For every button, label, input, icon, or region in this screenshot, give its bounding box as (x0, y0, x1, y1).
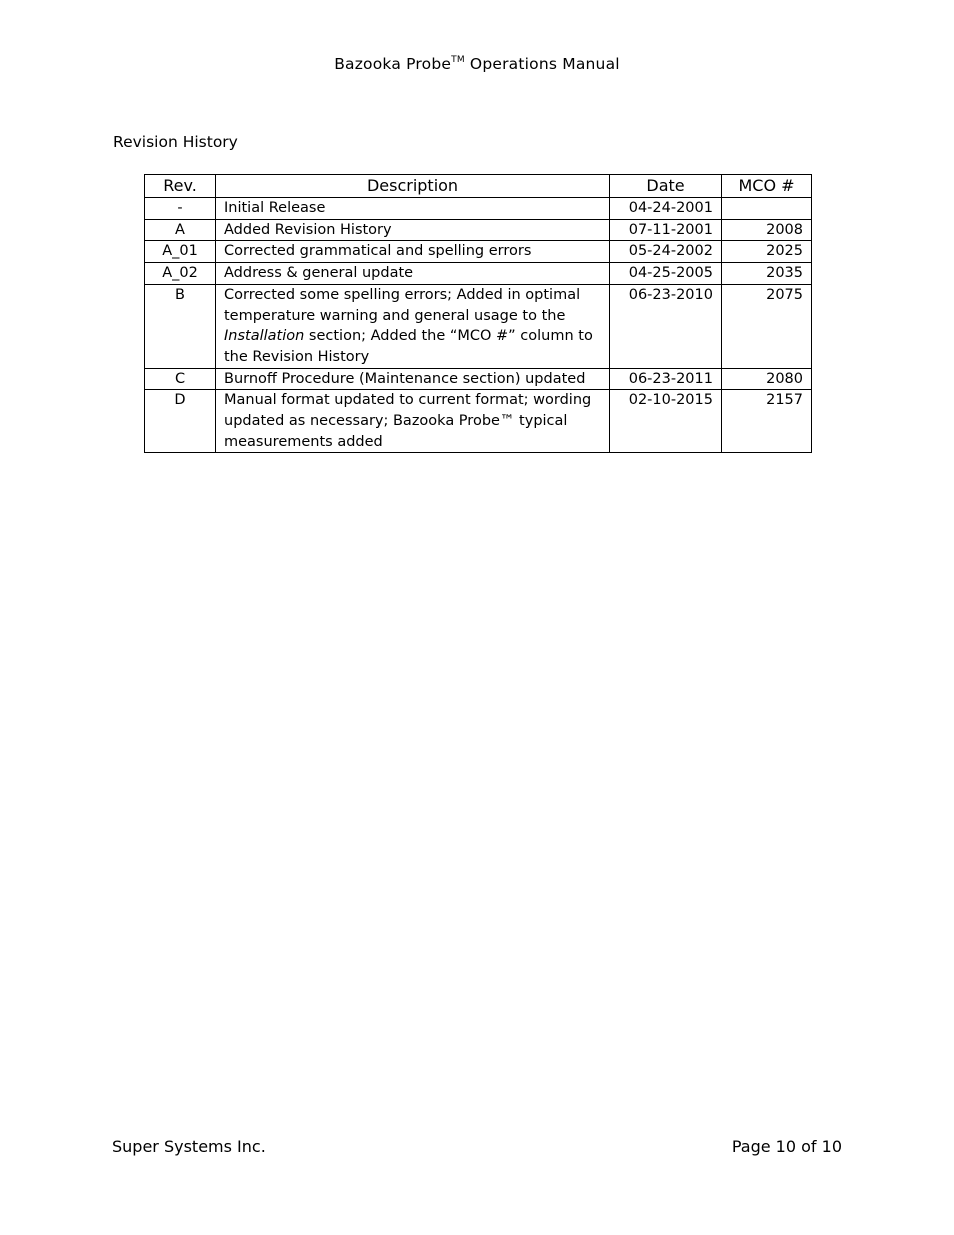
page-header (0, 55, 954, 73)
header-description: Description (216, 175, 610, 198)
rev-cell: C (145, 368, 216, 390)
table-row (145, 390, 812, 453)
description-cell: Added Revision History (216, 219, 610, 241)
rev-cell: A_01 (145, 241, 216, 263)
rev-cell: - (145, 198, 216, 220)
section-title: Revision History (113, 133, 238, 151)
mco-cell: 2157 (722, 390, 812, 453)
revision-history-table (144, 174, 812, 453)
header-mco: MCO # (722, 175, 812, 198)
mco-cell: 2008 (722, 219, 812, 241)
mco-cell: 2075 (722, 284, 812, 368)
header-date: Date (610, 175, 722, 198)
description-cell (216, 284, 610, 368)
date-cell: 05-24-2002 (610, 241, 722, 263)
footer-company: Super Systems Inc. (112, 1137, 266, 1156)
rev-cell: D (145, 390, 216, 453)
description-cell: Burnoff Procedure (Maintenance section) updated (216, 368, 610, 390)
description-cell: Initial Release (216, 198, 610, 220)
table-row (145, 241, 812, 263)
table-row (145, 368, 812, 390)
header-rev: Rev. (145, 175, 216, 198)
description-text-part-a: Corrected some spelling errors; Added in optimal temperature warning and general usage to the (224, 286, 581, 324)
description-text-part-b: section; Added the “MCO #” column to the Revision History (224, 328, 593, 365)
table-row (145, 198, 812, 220)
date-cell: 06-23-2010 (610, 284, 722, 368)
header-title-rest: Operations Manual (464, 55, 620, 73)
table-row (145, 219, 812, 241)
date-cell: 04-25-2005 (610, 263, 722, 285)
table-row (145, 263, 812, 285)
table-header-row (145, 175, 812, 198)
rev-cell: A (145, 219, 216, 241)
date-cell: 04-24-2001 (610, 198, 722, 220)
date-cell: 02-10-2015 (610, 390, 722, 453)
mco-cell: 2080 (722, 368, 812, 390)
footer-page-number: Page 10 of 10 (731, 1137, 842, 1156)
mco-cell: 2025 (722, 241, 812, 263)
description-italic-text: Installation (224, 328, 305, 345)
date-cell: 07-11-2001 (610, 219, 722, 241)
header-title-main: Bazooka Probe (334, 55, 452, 73)
description-cell: Corrected grammatical and spelling errors (216, 241, 610, 263)
trademark-mark: TM (451, 54, 465, 65)
mco-cell (722, 198, 812, 220)
description-cell: Address & general update (216, 263, 610, 285)
table-row (145, 284, 812, 368)
rev-cell: A_02 (145, 263, 216, 285)
mco-cell: 2035 (722, 263, 812, 285)
date-cell: 06-23-2011 (610, 368, 722, 390)
rev-cell: B (145, 284, 216, 368)
description-cell: Manual format updated to current format; wording updated as necessary; Bazooka Probe™ typical measurements added (216, 390, 610, 453)
